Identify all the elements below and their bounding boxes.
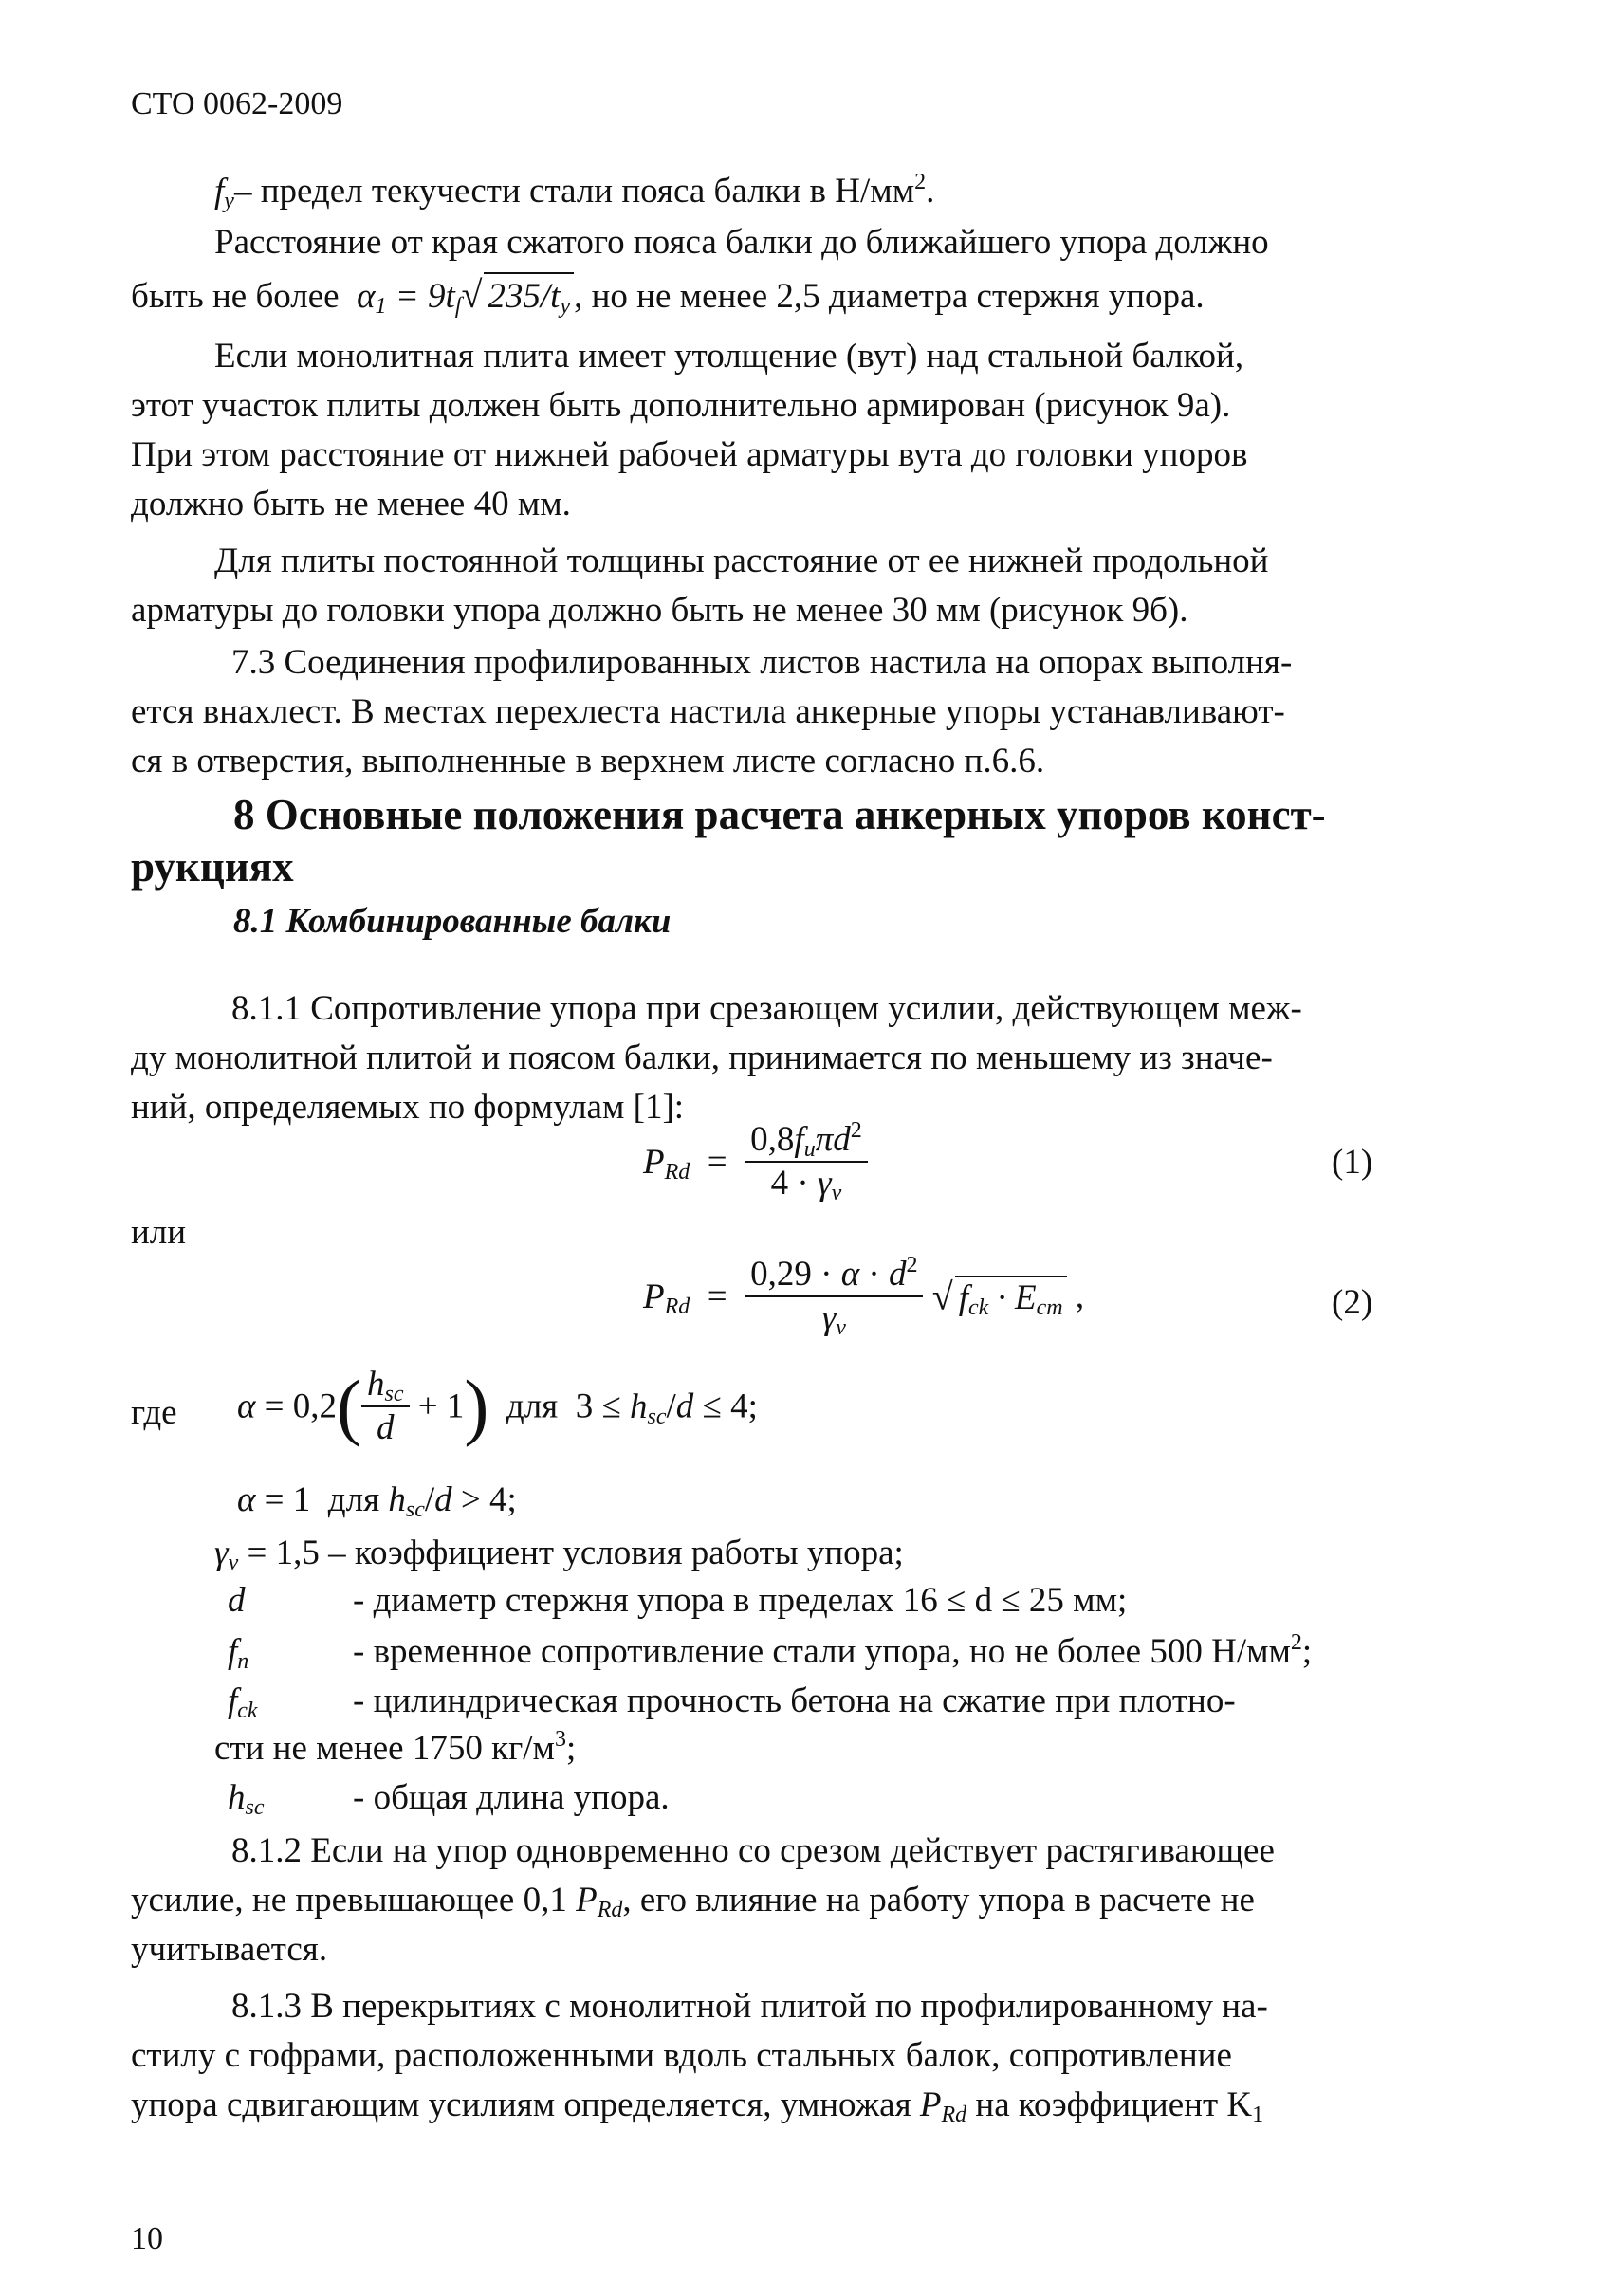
equation-number-2: (2)	[1332, 1283, 1373, 1322]
const-line-2: арматуры до головки упора должно быть не менее 30 мм (рисунок 9б).	[131, 591, 1188, 630]
vut-line-1: Если монолитная плита имеет утолщение (вут) над стальной балкой,	[214, 337, 1244, 376]
p811-line-3: ний, определяемых по формулам [1]:	[131, 1088, 685, 1127]
distance-line-1: Расстояние от края сжатого пояса балки до ближайшего упора должно	[214, 223, 1269, 262]
alpha-one: α = 1 для $h_{sc}/d > 4$;	[237, 1480, 517, 1522]
p811-line-1: 8.1.1 Сопротивление упора при срезающем усилии, действующем меж-	[231, 989, 1302, 1028]
gamma-definition: $\gamma_v = 1,5$ – коэффициент условия работы упора;	[214, 1534, 904, 1575]
vut-line-2: этот участок плиты должен быть дополнительно армирован (рисунок 9а).	[131, 386, 1231, 425]
formula-2: $P_{Rd}$ = $\frac{0,29 \cdot \alpha \cdot d^2}{\gamma_v}$ √ $f_{ck} \cdot E_{cm}$ ,	[643, 1253, 1085, 1340]
section-8-title-line-1: 8 Основные положения расчета анкерных упоров конст-	[233, 791, 1326, 838]
p812-line-1: 8.1.2 Если на упор одновременно со срезом действует растягивающее	[231, 1831, 1275, 1870]
fn-definition: - временное сопротивление стали упора, но не более 500 $Н/мм^2$;	[353, 1630, 1313, 1671]
vut-line-3: При этом расстояние от нижней рабочей арматуры вута до головки упоров	[131, 435, 1248, 474]
d-definition: - диаметр стержня упора в пределах 16 ≤ d ≤ 25 мм;	[353, 1581, 1128, 1620]
p813-line-3: упора сдвигающим усилиям определяется, умножая $P_{Rd}$ на коэффициент $K_1$	[131, 2085, 1264, 2127]
const-line-1: Для плиты постоянной толщины расстояние от ее нижней продольной	[214, 542, 1269, 580]
hsc-definition: - общая длина упора.	[353, 1778, 670, 1817]
distance-line-2: быть не более $\alpha_1 = 9t_f√$ $235/t_y$ , но не менее 2,5 диаметра стержня упора.	[131, 273, 1205, 319]
p813-line-1: 8.1.3 В перекрытиях с монолитной плитой по профилированному на-	[231, 1987, 1268, 2026]
section-8-title-line-2: рукциях	[131, 843, 294, 891]
fck-definition-line-2: сти не менее 1750 $кг/м^3$;	[214, 1727, 577, 1768]
alpha-formula: α = 0,2( $\frac{h_{sc}}{d}$ + 1) для $3 \le h_{sc}/d \le 4$;	[237, 1365, 758, 1447]
p73-line-1: 7.3 Соединения профилированных листов настила на опорах выполня-	[231, 643, 1293, 682]
fck-definition-line-1: - цилиндрическая прочность бетона на сжатие при плотно-	[353, 1681, 1236, 1720]
d-symbol: d	[228, 1581, 246, 1620]
fn-symbol: $f_n$	[228, 1632, 249, 1674]
page-number: 10	[131, 2221, 163, 2256]
p73-line-2: ется внахлест. В местах перехлеста настила анкерные упоры устанавливают-	[131, 692, 1285, 731]
or-word: или	[131, 1213, 187, 1252]
hsc-symbol: $h_{sc}$	[228, 1778, 265, 1820]
p73-line-3: ся в отверстия, выполненные в верхнем листе согласно п.6.6.	[131, 742, 1045, 781]
p812-line-2: усилие, не превышающее 0,1 $P_{Rd}$, его влияние на работу упора в расчете не	[131, 1881, 1255, 1922]
section-8-1-title: 8.1 Комбинированные балки	[233, 902, 672, 941]
where-word: где	[131, 1393, 177, 1432]
equation-number-1: (1)	[1332, 1143, 1373, 1182]
fck-symbol: $f_{ck}$	[228, 1681, 258, 1723]
vut-line-4: должно быть не менее 40 мм.	[131, 485, 571, 523]
doc-code: СТО 0062-2009	[131, 86, 343, 121]
fy-definition: $f_y-$ предел текучести стали пояса балки в $Н/мм^2$.	[214, 170, 935, 213]
p812-line-3: учитывается.	[131, 1930, 328, 1969]
alpha1-formula: $\alpha_1 = 9t_f$	[347, 277, 462, 319]
p811-line-2: ду монолитной плитой и поясом балки, принимается по меньшему из значе-	[131, 1038, 1273, 1077]
formula-1: $P_{Rd}$ = $\frac{0,8f_u\pi d^2}{4 \cdot \gamma_v}$	[643, 1119, 868, 1204]
p813-line-2: стилу с гофрами, расположенными вдоль стальных балок, сопротивление	[131, 2036, 1232, 2075]
